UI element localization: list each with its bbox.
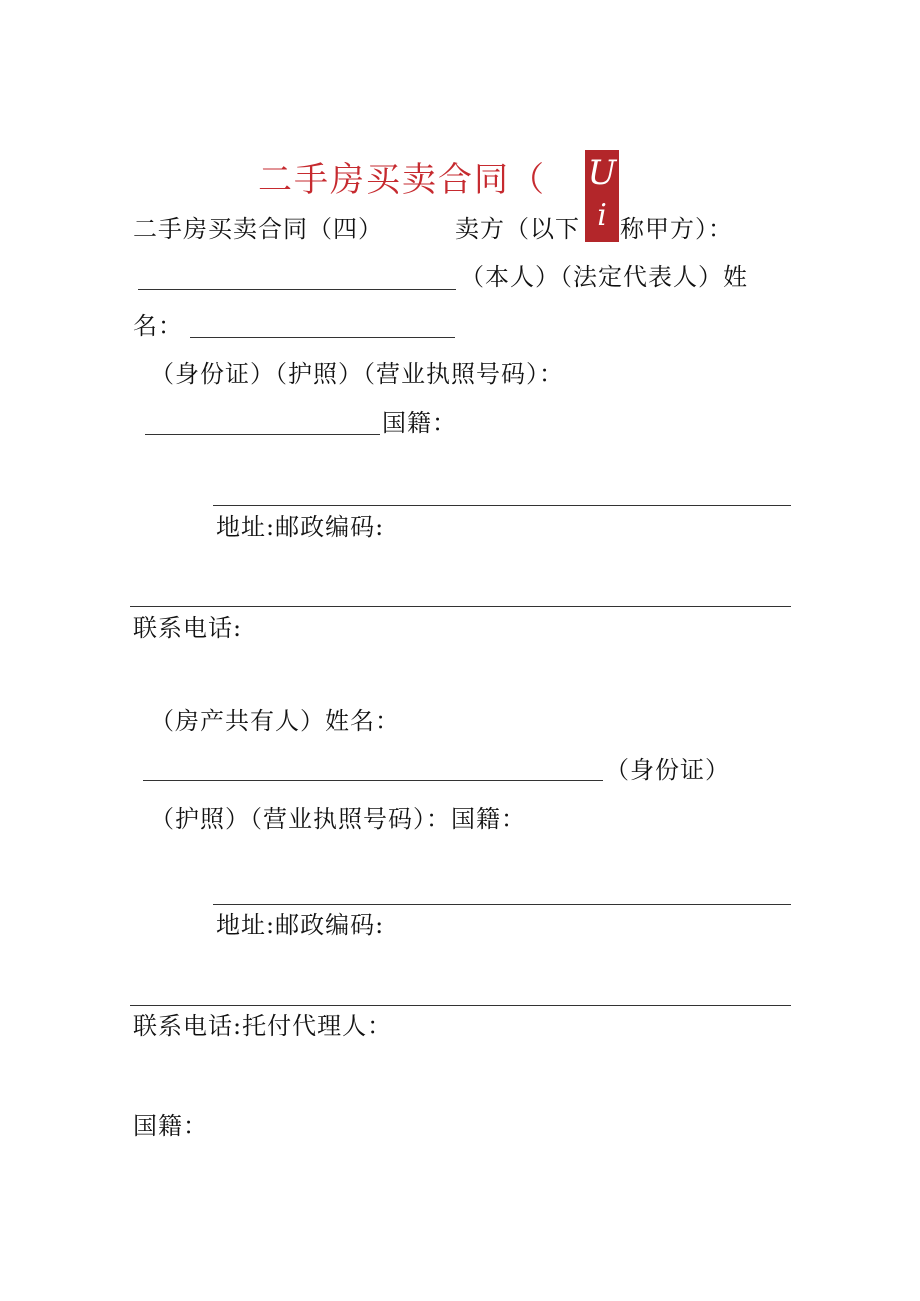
seller-name-role: （本人）（法定代表人）姓 bbox=[460, 263, 748, 291]
seller-address-postcode: 地址:邮政编码: bbox=[216, 513, 385, 541]
red-seal-stamp bbox=[585, 150, 619, 242]
coowner-id-types-nationality: （护照）（营业执照号码）：国籍： bbox=[150, 805, 526, 833]
seller-label-part2: 称甲方）： bbox=[620, 215, 733, 243]
header-left-text: 二手房买卖合同（四） bbox=[133, 215, 383, 243]
coowner-name-label: （房产共有人）姓名： bbox=[150, 707, 400, 735]
agent-nationality: 国籍： bbox=[133, 1112, 208, 1140]
seller-phone-blank bbox=[130, 606, 791, 607]
coowner-id-card: （身份证） bbox=[605, 756, 730, 784]
seller-id-types: （身份证）（护照）（营业执照号码）： bbox=[150, 360, 564, 388]
coowner-name-blank bbox=[143, 780, 603, 781]
seller-phone: 联系电话: bbox=[133, 614, 243, 642]
seller-name-blank bbox=[138, 289, 456, 290]
seller-address-blank bbox=[213, 505, 791, 506]
seller-id-blank bbox=[145, 434, 380, 435]
document-title: 二手房买卖合同（ bbox=[258, 160, 546, 200]
seller-nationality: 国籍： bbox=[382, 409, 457, 437]
coowner-phone-agent: 联系电话:托付代理人： bbox=[133, 1012, 393, 1040]
stamp-letter-i: i bbox=[597, 198, 607, 233]
coowner-phone-blank bbox=[130, 1005, 791, 1006]
seller-name-label: 名： bbox=[133, 312, 183, 340]
coowner-address-postcode: 地址:邮政编码: bbox=[216, 911, 385, 939]
coowner-address-blank bbox=[213, 904, 791, 905]
seller-name-blank-2 bbox=[190, 337, 455, 338]
stamp-letter-u: U bbox=[587, 153, 617, 193]
seller-label-part1: 卖方（以下 bbox=[455, 215, 580, 243]
